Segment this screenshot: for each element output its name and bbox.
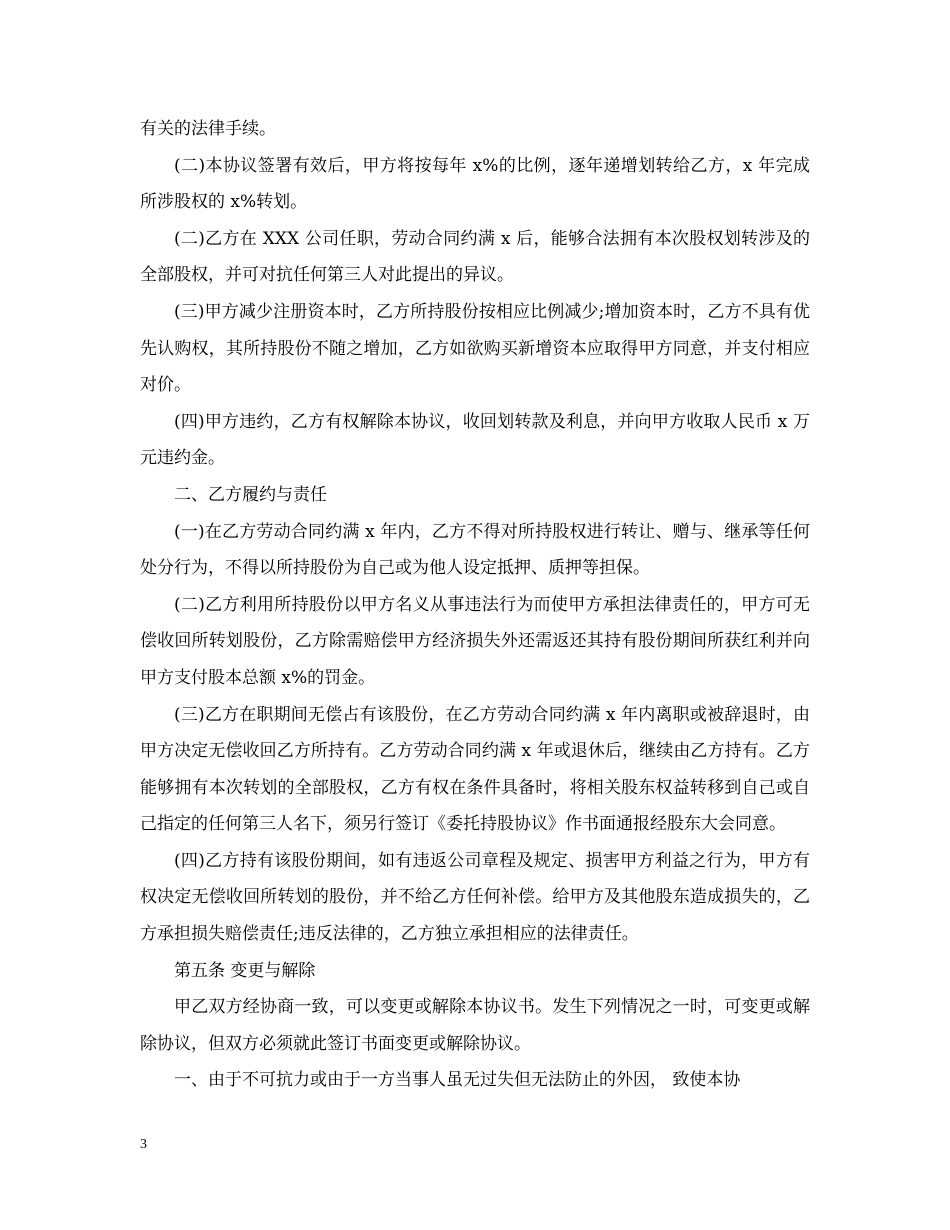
paragraph-b-clause-1: (一)在乙方劳动合同约满 x 年内，乙方不得对所持股权进行转让、赠与、继承等任何处分行为，不得以所持股份为自己或为他人设定抵押、质押等担保。: [140, 521, 810, 579]
paragraph-clause-3-capital: (三)甲方减少注册资本时，乙方所持股份按相应比例减少;增加资本时，乙方不具有优先认购权，其所持股份不随之增加，乙方如欲购买新增资本应取得甲方同意，并支付相应对价。: [140, 301, 810, 396]
document-body: [140, 111, 810, 1099]
page-number: 3: [140, 1137, 147, 1152]
paragraph-article-5-item-1: 一、由于不可抗力或由于一方当事人虽无过失但无法防止的外因， 致使本协: [174, 1070, 741, 1091]
paragraph-b-clause-4: (四)乙方持有该股份期间，如有违返公司章程及规定、损害甲方利益之行为，甲方有权决定无偿收回所转划的股份，并不给乙方任何补偿。给甲方及其他股东造成损失的，乙方承担损失赔偿责任;违反法律的，乙方独立承担相应的法律责任。: [140, 850, 810, 945]
paragraph-article-5-intro: 甲乙双方经协商一致，可以变更或解除本协议书。发生下列情况之一时，可变更或解除协议，但双方必须就此签订书面变更或解除协议。: [140, 997, 810, 1054]
paragraph-b-clause-3: (三)乙方在职期间无偿占有该股份，在乙方劳动合同约满 x 年内离职或被辞退时，由甲方决定无偿收回乙方所持有。乙方劳动合同约满 x 年或退休后，继续由乙方持有。乙方能够拥有本次转划的全部股权，乙方有权在条件具备时，将相关股东权益转移到自己或自己指定的任何第三人名下，须另行签订《委托持股协议》作书面通报经股东大会同意。: [140, 704, 810, 835]
article-5-heading: 第五条 变更与解除: [174, 960, 316, 981]
section-heading-party-b-duties: 二、乙方履约与责任: [174, 484, 327, 505]
paragraph-clause-4-breach: (四)甲方违约，乙方有权解除本协议，收回划转款及利息，并向甲方收取人民币 x 万元违约金。: [140, 411, 810, 469]
paragraph-clause-2-ownership: (二)乙方在 XXX 公司任职，劳动合同约满 x 后，能够合法拥有本次股权划转涉及的全部股权，并可对抗任何第三人对此提出的异议。: [140, 228, 810, 286]
paragraph-b-clause-2: (二)乙方利用所持股份以甲方名义从事违法行为而使甲方承担法律责任的，甲方可无偿收回所转划股份，乙方除需赔偿甲方经济损失外还需返还其持有股份期间所获红利并向甲方支付股本总额 x%的罚金。: [140, 594, 810, 688]
paragraph-clause-2-transfer: (二)本协议签署有效后，甲方将按每年 x%的比例，逐年递增划转给乙方，x 年完成所涉股权的 x%转划。: [140, 155, 810, 213]
paragraph-continuation: 有关的法律手续。: [140, 119, 276, 139]
